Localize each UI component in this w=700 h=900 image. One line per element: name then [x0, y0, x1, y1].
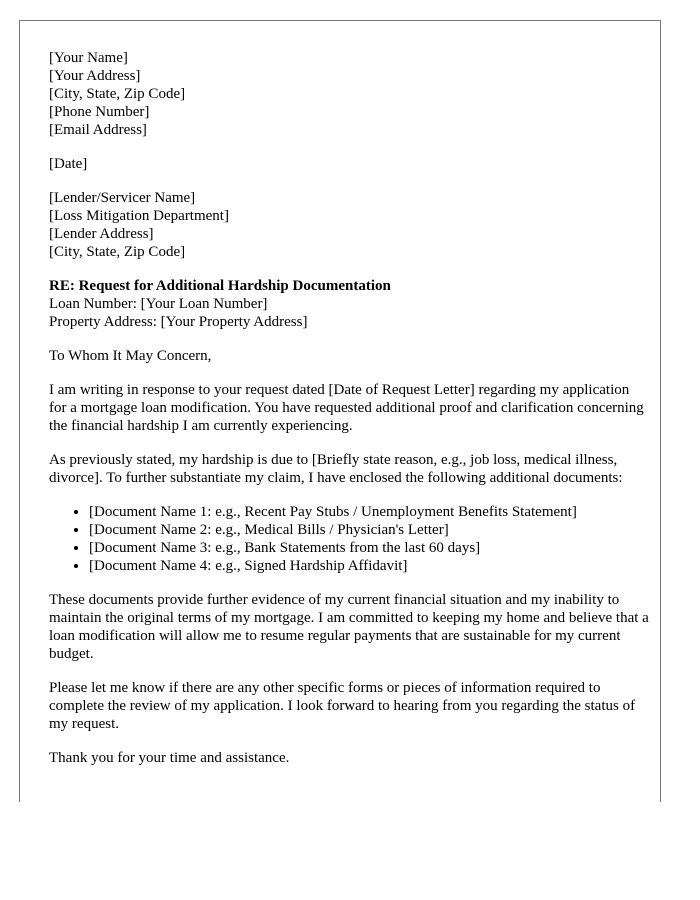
paragraph-request-info: Please let me know if there are any other specific forms or pieces of information required to complete the review of my application. I look forward to hearing from you regarding the status of my request.	[49, 680, 636, 732]
sender-block	[49, 49, 649, 139]
list-item: • [Document Name 2: e.g., Medical Bills / Physician's Letter]	[89, 521, 649, 539]
loan-number: Loan Number: [Your Loan Number]	[49, 296, 268, 312]
salutation: To Whom It May Concern,	[49, 348, 212, 364]
sender-name: [Your Name]	[49, 50, 128, 66]
list-item: • [Document Name 4: e.g., Signed Hardship Affidavit]	[89, 557, 649, 575]
recipient-address: [Lender Address]	[49, 226, 154, 242]
re-block	[49, 277, 649, 331]
re-subject: RE: Request for Additional Hardship Documentation	[49, 278, 391, 294]
paragraph-response: I am writing in response to your request dated [Date of Request Letter] regarding my application for a mortgage loan modification. You have requested additional proof and clarification concerning the financial hardship I am currently experiencing.	[49, 382, 644, 434]
list-item: • [Document Name 1: e.g., Recent Pay Stubs / Unemployment Benefits Statement]	[89, 503, 649, 521]
date-block	[49, 155, 649, 173]
closing-block	[49, 749, 649, 767]
sender-city-state-zip: [City, State, Zip Code]	[49, 86, 186, 102]
sender-phone: [Phone Number]	[49, 104, 150, 120]
paragraph-hardship: As previously stated, my hardship is due to [Briefly state reason, e.g., job loss, medical illness, divorce]. To further substantiate my claim, I have enclosed the following additional documents:	[49, 452, 623, 486]
sender-address: [Your Address]	[49, 68, 141, 84]
letter-page	[19, 20, 661, 802]
letter-content	[49, 49, 649, 783]
paragraph-evidence: These documents provide further evidence of my current financial situation and my inability to maintain the original terms of my mortgage. I am committed to keeping my home and believe that a loan modification will allow me to resume regular payments that are sustainable for my current budget.	[49, 592, 649, 662]
letter-date: [Date]	[49, 156, 88, 172]
property-address: Property Address: [Your Property Address]	[49, 314, 308, 330]
salutation-block	[49, 347, 649, 365]
closing-line: Thank you for your time and assistance.	[49, 750, 290, 766]
list-item: • [Document Name 3: e.g., Bank Statements from the last 60 days]	[89, 539, 649, 557]
document-list	[49, 503, 649, 575]
sender-email: [Email Address]	[49, 122, 147, 138]
recipient-city-state-zip: [City, State, Zip Code]	[49, 244, 186, 260]
recipient-name: [Lender/Servicer Name]	[49, 190, 196, 206]
recipient-department: [Loss Mitigation Department]	[49, 208, 229, 224]
recipient-block	[49, 189, 649, 261]
